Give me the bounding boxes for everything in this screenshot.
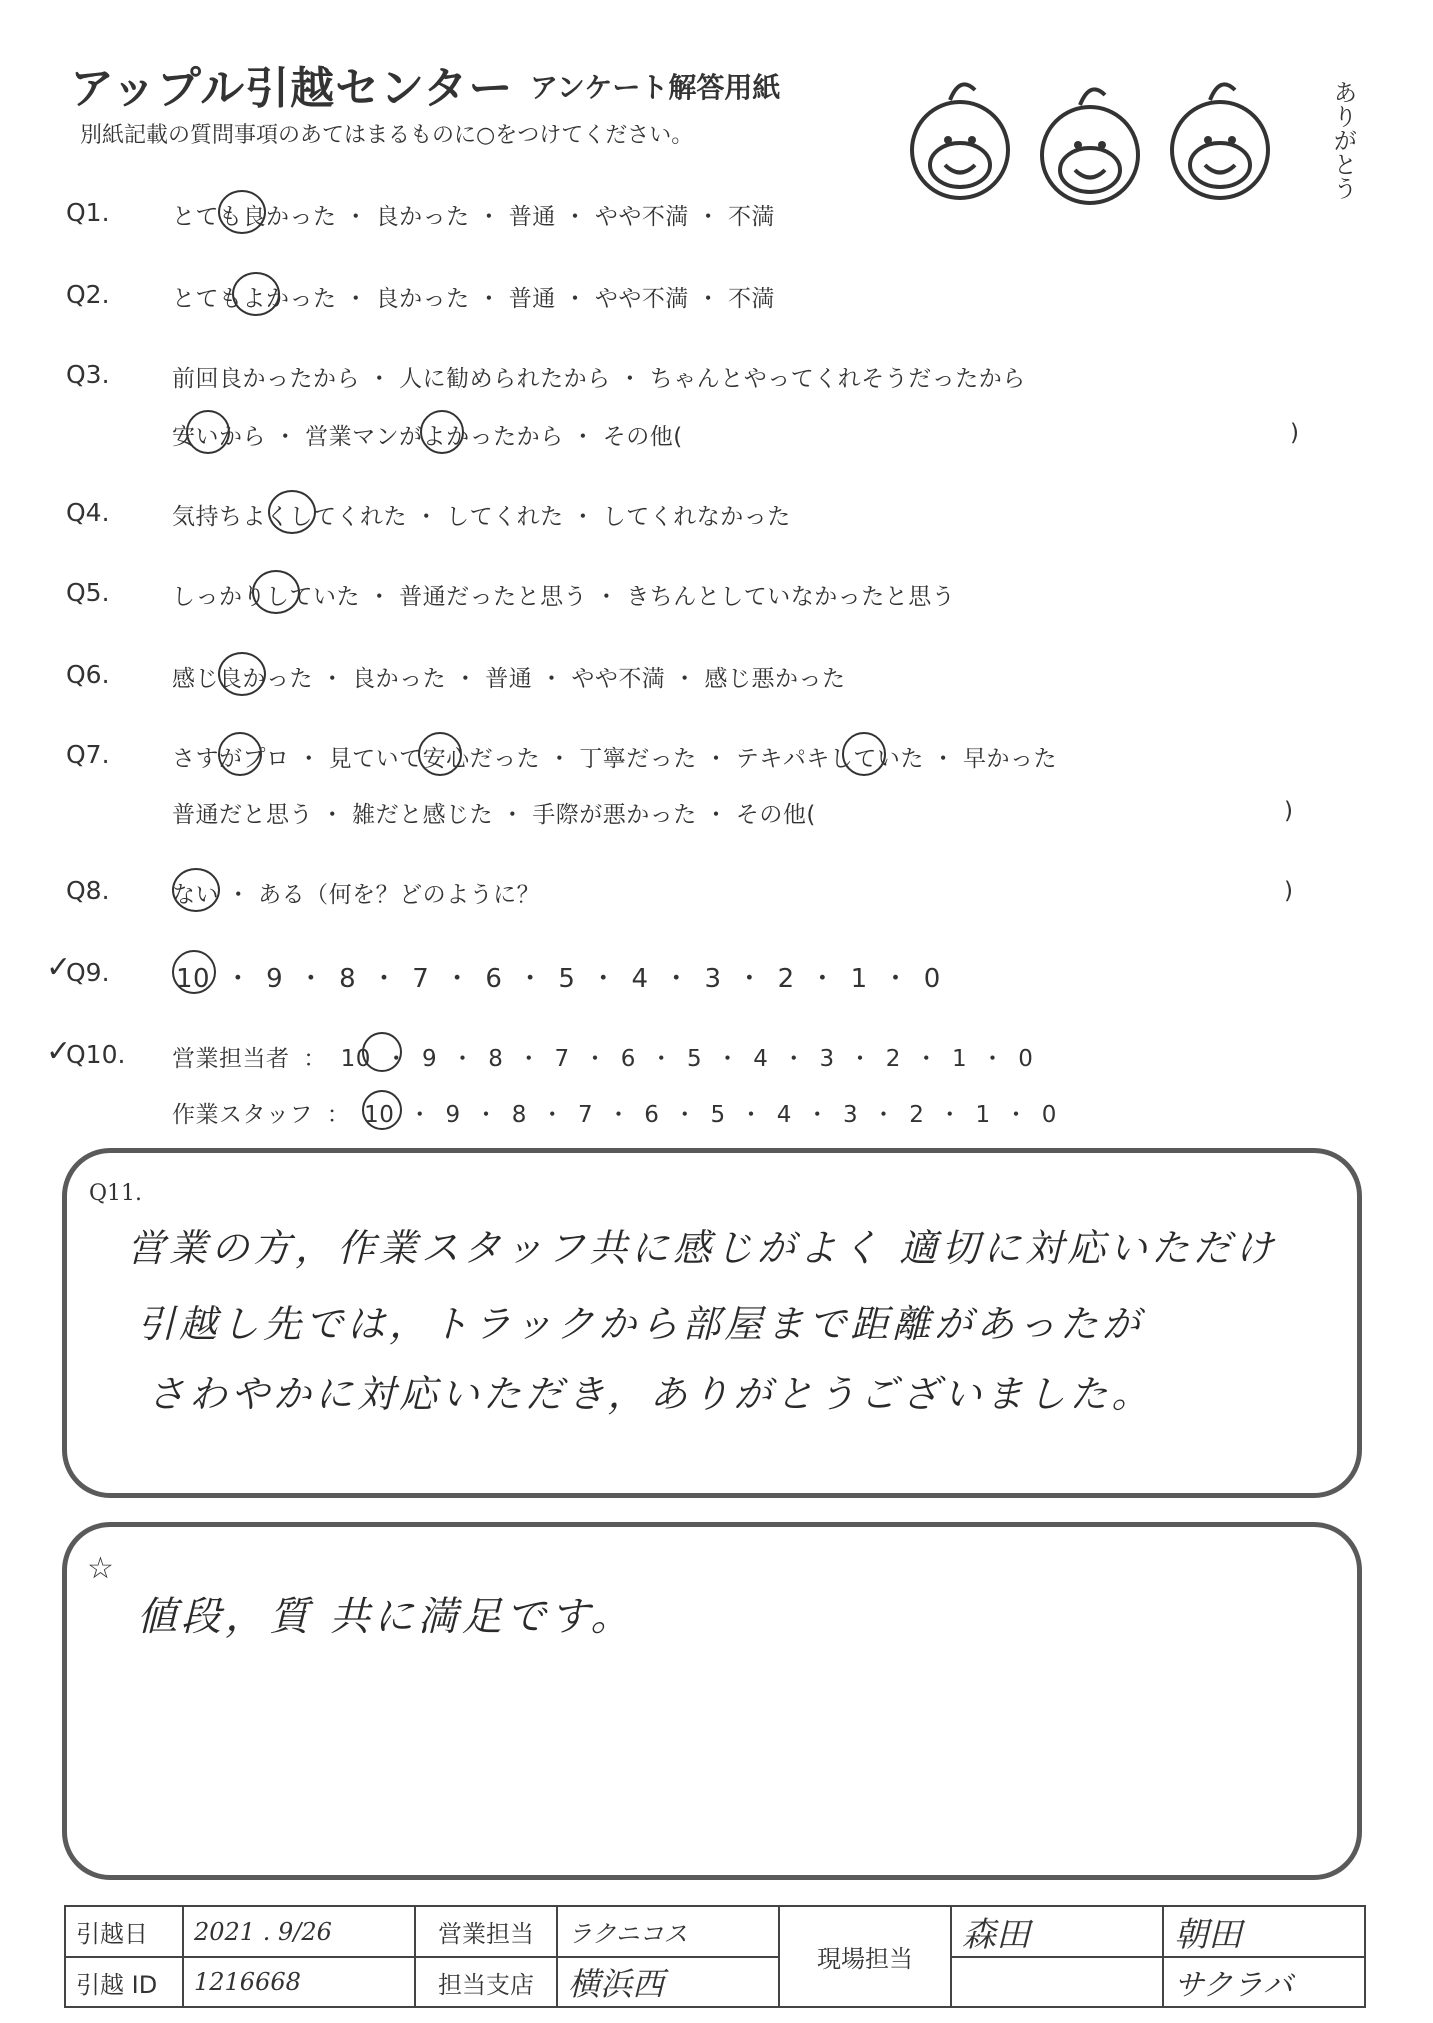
q1-number: Q1. [66, 198, 110, 227]
mascot-illustration [890, 70, 1360, 240]
q7-number: Q7. [66, 740, 110, 769]
site-staff-1: 森田 [951, 1906, 1163, 1957]
mascot-thanks-text: ありがとう [1329, 80, 1357, 200]
q4-number: Q4. [66, 498, 110, 527]
q3-close-paren: ) [1290, 420, 1299, 446]
site-staff-empty-cell [951, 1957, 1163, 2007]
footer-info-table [64, 1905, 1366, 2008]
table-row [65, 1906, 1365, 1957]
answer-circle-mark [420, 410, 464, 454]
answer-circle-mark [842, 732, 886, 776]
form-subtitle: アンケート解答用紙 [530, 71, 781, 104]
answer-circle-mark [172, 950, 216, 994]
q6-options: 感じ良かった ・ 良かった ・ 普通 ・ やや不満 ・ 感じ悪かった [172, 666, 846, 692]
q7-options-line2: 普通だと思う ・ 雑だと感じた ・ 手際が悪かった ・ その他( [172, 802, 816, 828]
answer-circle-mark [218, 732, 262, 776]
free-comment-box [62, 1522, 1362, 1880]
q9-options: 10 ・ 9 ・ 8 ・ 7 ・ 6 ・ 5 ・ 4 ・ 3 ・ 2 ・ 1 ・ 0 [176, 964, 941, 994]
q10-staff-options: 作業スタッフ ： 10 ・ 9 ・ 8 ・ 7 ・ 6 ・ 5 ・ 4 ・ 3 ・ 2 ・ 1 ・ 0 [172, 1102, 1057, 1128]
answer-circle-mark [362, 1032, 402, 1072]
move-id-label: 引越 ID [65, 1957, 183, 2007]
answer-circle-mark [218, 190, 266, 234]
q5-options: しっかりしていた ・ 普通だったと思う ・ きちんとしていなかったと思う [172, 584, 956, 610]
branch-value: 横浜西 [557, 1957, 779, 2007]
sales-value: ラクニコス [557, 1906, 779, 1957]
answer-circle-mark [172, 868, 220, 912]
q11-handwriting-line1: 営業の方，作業スタッフ共に感じがよく 適切に対応いただけ [127, 1226, 1278, 1270]
q8-number: Q8. [66, 876, 110, 905]
q3-number: Q3. [66, 360, 110, 389]
answer-circle-mark [232, 272, 280, 316]
site-staff-2: 朝田 [1163, 1906, 1365, 1957]
answer-circle-mark [418, 732, 462, 776]
answer-circle-mark [252, 570, 300, 614]
q2-options: とてもよかった ・ 良かった ・ 普通 ・ やや不満 ・ 不満 [172, 286, 775, 312]
free-comment-handwriting: 値段，質 共に満足です。 [137, 1594, 635, 1640]
q11-label: Q11. [89, 1181, 143, 1206]
q2-number: Q2. [66, 280, 110, 309]
star-icon: ☆ [87, 1551, 114, 1586]
q10-number: Q10. [66, 1040, 126, 1069]
move-date-value: 2021 . 9/26 [183, 1906, 415, 1957]
company-title: アップル引越センター [70, 63, 514, 114]
q7-close-paren: ) [1284, 798, 1293, 824]
branch-label: 担当支店 [415, 1957, 557, 2007]
q3-options-line1: 前回良かったから ・ 人に勧められたから ・ ちゃんとやってくれそうだったから [172, 366, 1026, 392]
q6-number: Q6. [66, 660, 110, 689]
move-date-label: 引越日 [65, 1906, 183, 1957]
check-mark-icon: ✓ [46, 950, 72, 985]
check-mark-icon: ✓ [46, 1034, 72, 1069]
answer-circle-mark [268, 490, 316, 534]
answer-circle-mark [218, 652, 266, 696]
q3-options-line2: 安いから ・ 営業マンがよかったから ・ その他( [172, 424, 683, 450]
site-staff-3: サクラバ [1163, 1957, 1365, 2007]
q11-handwriting-line2: 引越し先では，トラックから部屋まで距離があったが [137, 1302, 1144, 1346]
q1-options: とても良かった ・ 良かった ・ 普通 ・ やや不満 ・ 不満 [172, 204, 775, 230]
table-row [65, 1957, 1365, 2007]
q11-comment-box [62, 1148, 1362, 1498]
q5-number: Q5. [66, 578, 110, 607]
q9-number: Q9. [66, 958, 110, 987]
q4-options: 気持ちよくしてくれた ・ してくれた ・ してくれなかった [172, 504, 791, 530]
answer-circle-mark [362, 1090, 402, 1130]
sales-label: 営業担当 [415, 1906, 557, 1957]
q7-options-line1: さすがプロ ・ 見ていて安心だった ・ 丁寧だった ・ テキパキしていた ・ 早かった [172, 746, 1057, 772]
answer-circle-mark [186, 410, 230, 454]
instruction-text: 別紙記載の質問事項のあてはまるものに○をつけてください。 [80, 123, 694, 148]
move-id-value: 1216668 [183, 1957, 415, 2007]
site-staff-label: 現場担当 [779, 1906, 951, 2007]
q10-sales-options: 営業担当者 ： 10 ・ 9 ・ 8 ・ 7 ・ 6 ・ 5 ・ 4 ・ 3 ・ 2 ・ 1 ・ 0 [172, 1046, 1034, 1072]
q11-handwriting-line3: さわやかに対応いただき，ありがとうございました。 [147, 1372, 1154, 1416]
q8-options: ない ・ ある（何を？どのように？ [172, 882, 541, 908]
q8-close-paren: ) [1284, 878, 1293, 904]
monkey-mascots-icon [890, 70, 1360, 240]
